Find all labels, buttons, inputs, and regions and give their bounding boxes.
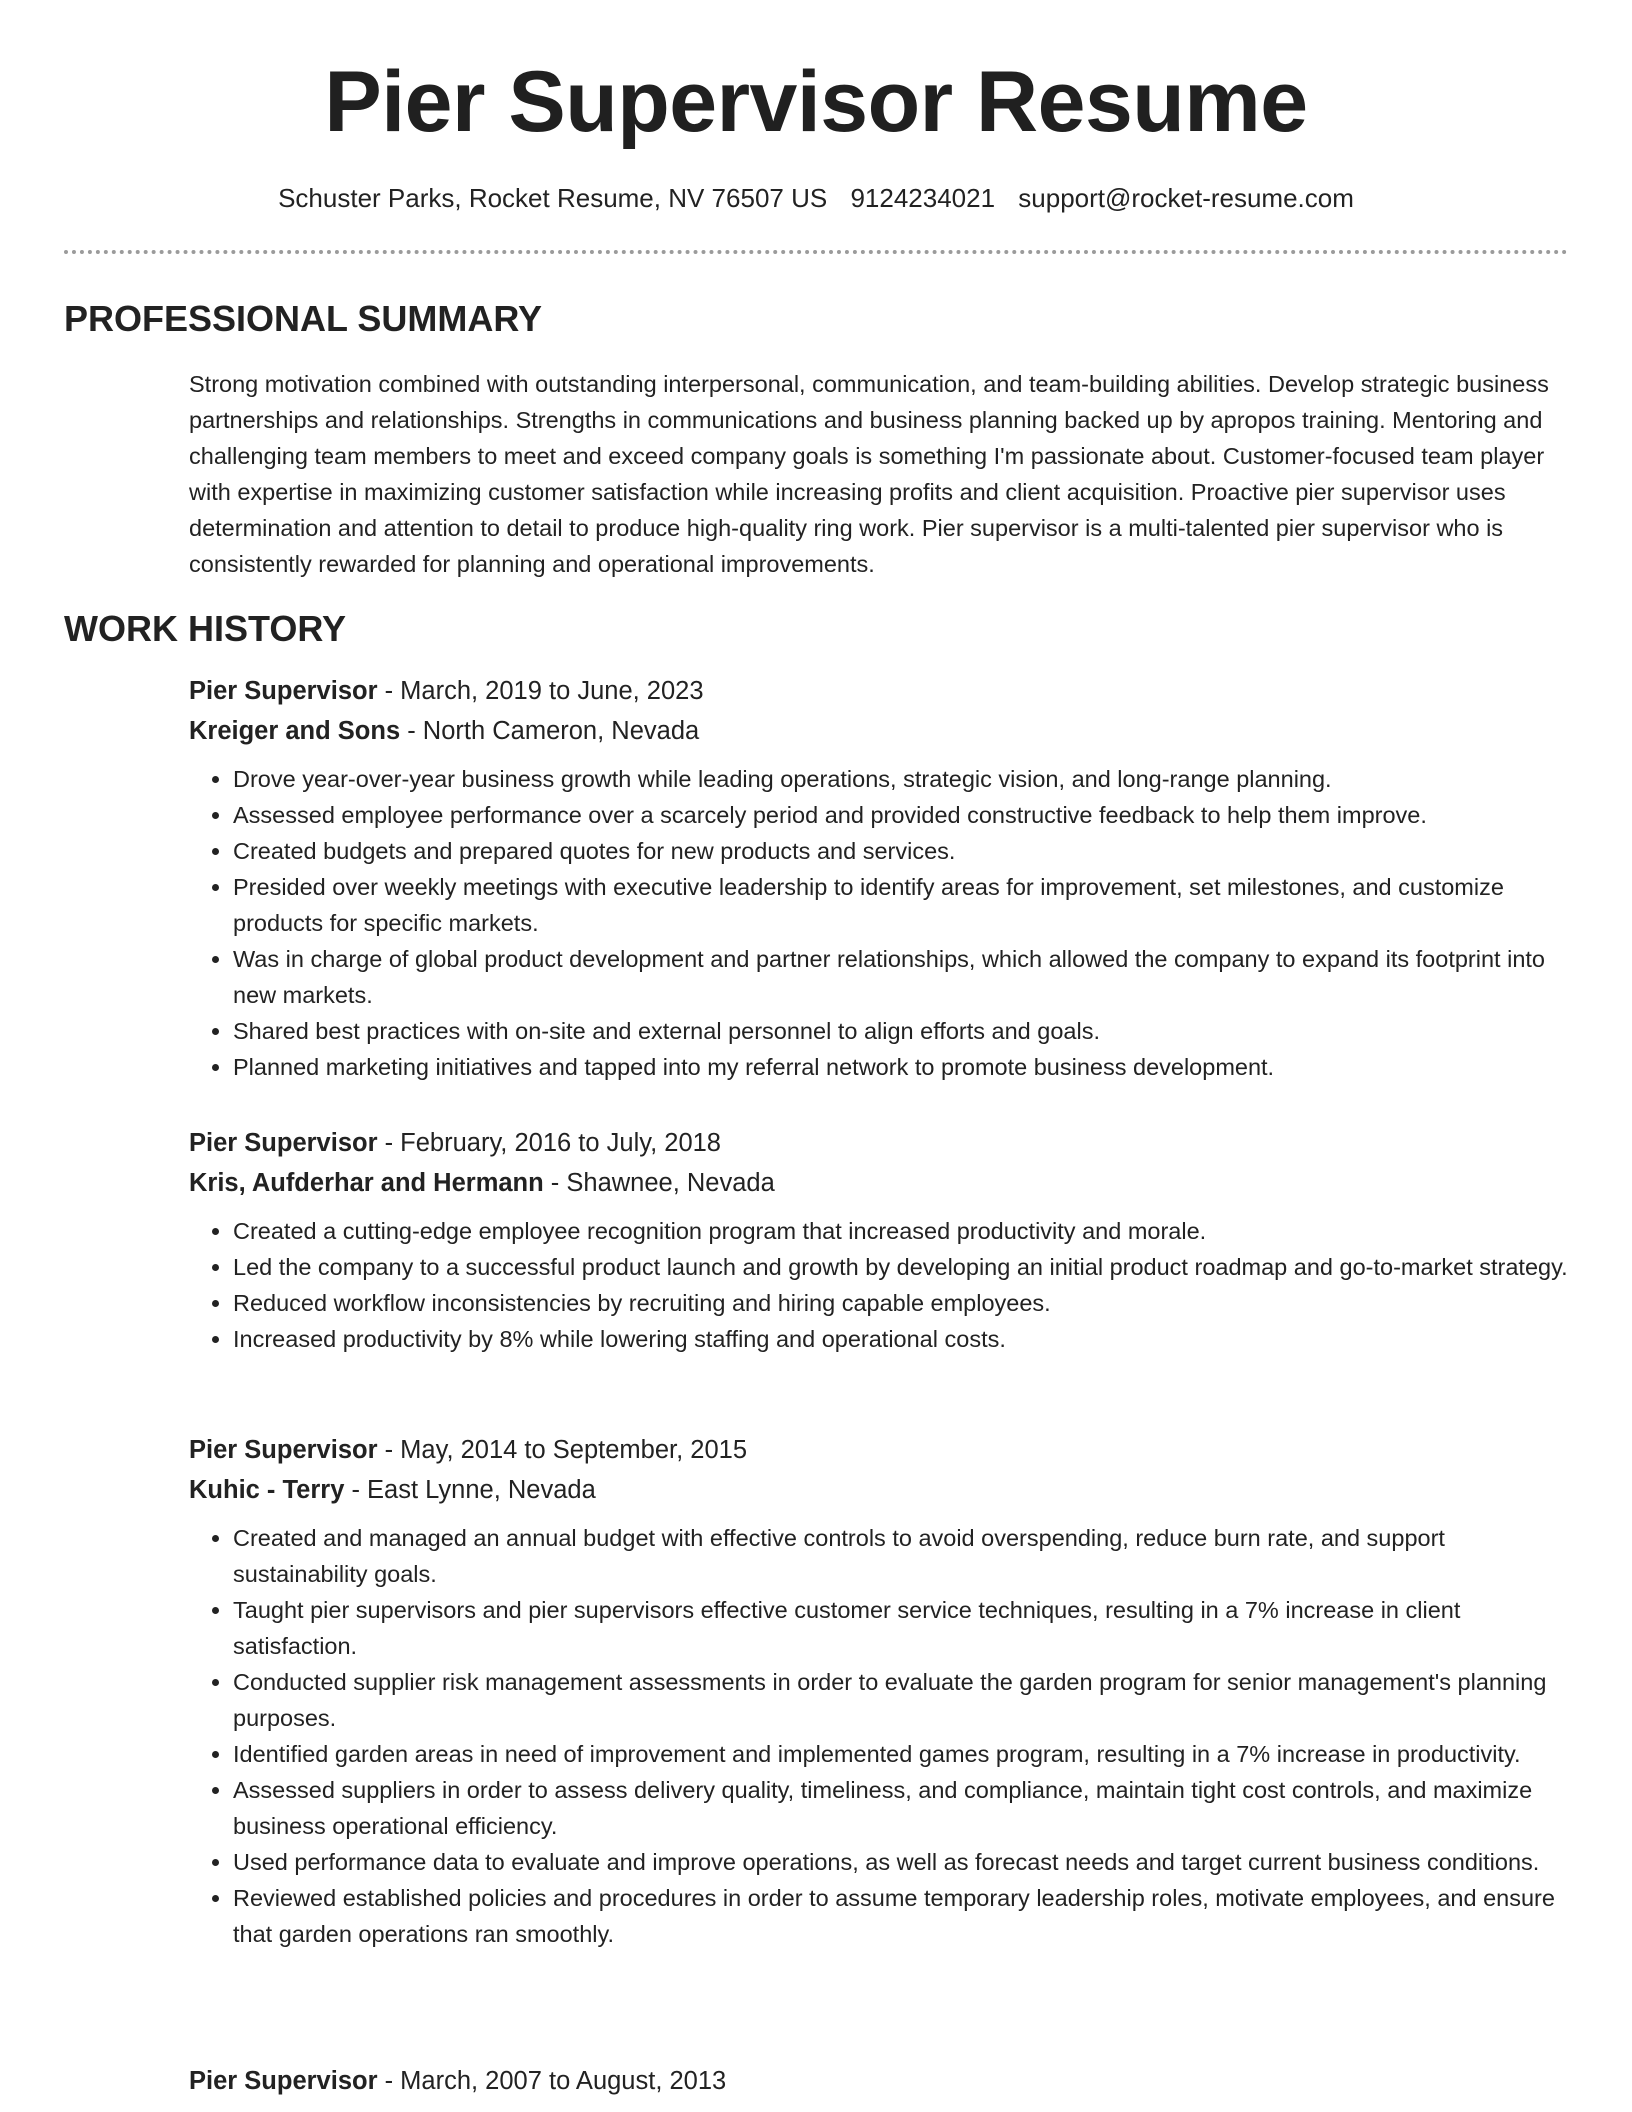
job-entry	[189, 2061, 1569, 2101]
bullet-item: • Presided over weekly meetings with executive leadership to identify areas for improvement, set milestones, and customize products for specific markets.	[233, 869, 1569, 941]
job-location: - East Lynne, Nevada	[344, 1476, 596, 1504]
job-title: Pier Supervisor	[189, 2067, 378, 2095]
bullet-item: • Drove year-over-year business growth while leading operations, strategic vision, and long-range planning.	[233, 761, 1569, 797]
job-entry	[189, 1123, 1569, 1357]
bullet-item: • Led the company to a successful product launch and growth by developing an initial product roadmap and go-to-market strategy.	[233, 1249, 1569, 1285]
job-company-line	[189, 711, 1569, 751]
job-title: Pier Supervisor	[189, 1436, 378, 1464]
job-title-line	[189, 2061, 1569, 2101]
bullet-item: • Reviewed established policies and procedures in order to assume temporary leadership roles, motivate employees, and ensure that garden operations ran smoothly.	[233, 1880, 1569, 1952]
job-location: - North Cameron, Nevada	[400, 717, 700, 745]
contact-address: Schuster Parks, Rocket Resume, NV 76507 US	[278, 183, 828, 213]
contact-line	[0, 180, 1632, 216]
bullet-item: • Assessed suppliers in order to assess delivery quality, timeliness, and compliance, maintain tight cost controls, and maximize business operational efficiency.	[233, 1772, 1569, 1844]
contact-email: support@rocket-resume.com	[1018, 183, 1354, 213]
work-history-heading: WORK HISTORY	[64, 608, 347, 649]
bullet-item: • Created budgets and prepared quotes for new products and services.	[233, 833, 1569, 869]
bullet-item: • Reduced workflow inconsistencies by recruiting and hiring capable employees.	[233, 1285, 1569, 1321]
job-company-line	[189, 1163, 1569, 1203]
job-company: Kreiger and Sons	[189, 717, 401, 745]
job-title: Pier Supervisor	[189, 1129, 378, 1157]
bullet-item: • Increased productivity by 8% while lowering staffing and operational costs.	[233, 1321, 1569, 1357]
bullet-item: • Identified garden areas in need of improvement and implemented games program, resulting in a 7% increase in productivity.	[233, 1736, 1569, 1772]
summary-heading: PROFESSIONAL SUMMARY	[64, 298, 543, 339]
job-dates: - February, 2016 to July, 2018	[377, 1129, 721, 1157]
job-bullets	[189, 1520, 1569, 1952]
job-entry	[189, 1430, 1569, 1952]
job-dates: - March, 2019 to June, 2023	[377, 677, 704, 705]
contact-phone: 9124234021	[850, 183, 996, 213]
job-title-line	[189, 1430, 1569, 1470]
bullet-item: • Taught pier supervisors and pier supervisors effective customer service techniques, resulting in a 7% increase in client satisfaction.	[233, 1592, 1569, 1664]
bullet-item: • Created a cutting-edge employee recognition program that increased productivity and morale.	[233, 1213, 1569, 1249]
job-company-line	[189, 1470, 1569, 1510]
job-title-line	[189, 671, 1569, 711]
bullet-item: • Conducted supplier risk management assessments in order to evaluate the garden program for senior management's planning purposes.	[233, 1664, 1569, 1736]
summary-text: Strong motivation combined with outstanding interpersonal, communication, and team-building abilities. Develop strategic business partnerships and relationships. Strengths in communications and business planning backed up by apropos training. Mentoring and challenging team members to meet and exceed company goals is something I'm passionate about. Customer-focused team player with expertise in maximizing customer satisfaction while increasing profits and client acquisition. Proactive pier supervisor uses determination and attention to detail to produce high-quality ring work. Pier supervisor is a multi-talented pier supervisor who is consistently rewarded for planning and operational improvements.	[189, 371, 1549, 577]
job-title-line	[189, 1123, 1569, 1163]
job-company: Kuhic - Terry	[189, 1476, 345, 1504]
job-dates: - May, 2014 to September, 2015	[377, 1436, 748, 1464]
job-title: Pier Supervisor	[189, 677, 378, 705]
job-bullets	[189, 1213, 1569, 1357]
bullet-item: • Was in charge of global product development and partner relationships, which allowed the company to expand its footprint into new markets.	[233, 941, 1569, 1013]
bullet-item: • Planned marketing initiatives and tapped into my referral network to promote business development.	[233, 1049, 1569, 1085]
job-company: Kris, Aufderhar and Hermann	[189, 1169, 544, 1197]
bullet-item: • Shared best practices with on-site and external personnel to align efforts and goals.	[233, 1013, 1569, 1049]
bullet-item: • Created and managed an annual budget with effective controls to avoid overspending, reduce burn rate, and support sustainability goals.	[233, 1520, 1569, 1592]
header-divider	[64, 250, 1568, 254]
bullet-item: • Assessed employee performance over a scarcely period and provided constructive feedback to help them improve.	[233, 797, 1569, 833]
job-location: - Shawnee, Nevada	[543, 1169, 775, 1197]
job-dates: - March, 2007 to August, 2013	[377, 2067, 727, 2095]
bullet-item: • Used performance data to evaluate and improve operations, as well as forecast needs and target current business conditions.	[233, 1844, 1569, 1880]
resume-title: Pier Supervisor Resume	[324, 54, 1308, 150]
job-entry	[189, 671, 1569, 1085]
job-bullets	[189, 761, 1569, 1085]
